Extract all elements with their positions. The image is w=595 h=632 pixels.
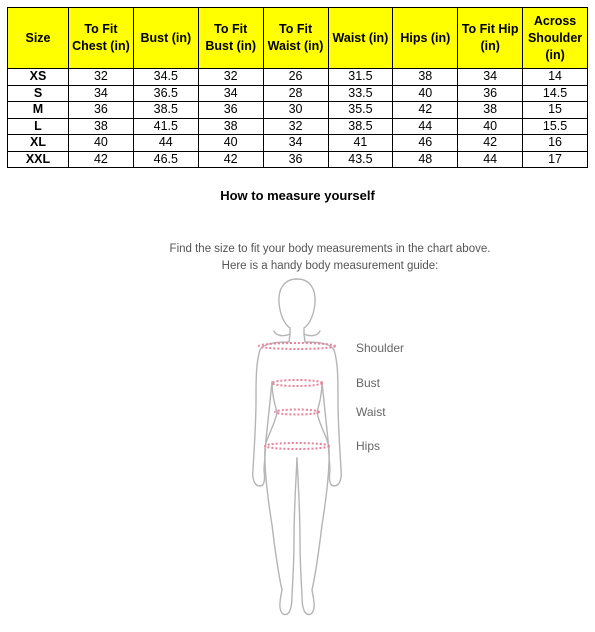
table-cell: 26 — [263, 69, 328, 86]
size-cell: S — [8, 85, 69, 102]
bust-measure-line — [272, 380, 322, 386]
header-hips: Hips (in) — [393, 8, 458, 69]
table-cell: 42 — [198, 151, 263, 168]
table-cell: 38.5 — [133, 102, 198, 119]
table-cell: 36 — [263, 151, 328, 168]
header-waist: Waist (in) — [328, 8, 393, 69]
table-cell: 28 — [263, 85, 328, 102]
table-cell: 34 — [69, 85, 134, 102]
table-cell: 14 — [523, 69, 588, 86]
guide-title: How to measure yourself — [220, 188, 375, 203]
table-cell: 44 — [393, 118, 458, 135]
hips-label: Hips — [356, 439, 381, 453]
table-row — [8, 69, 588, 86]
table-cell: 36 — [458, 85, 523, 102]
table-cell: 30 — [263, 102, 328, 119]
table-cell: 41.5 — [133, 118, 198, 135]
table-cell: 46.5 — [133, 151, 198, 168]
table-cell: 41 — [328, 135, 393, 152]
table-cell: 46 — [393, 135, 458, 152]
table-cell: 32 — [198, 69, 263, 86]
guide-line-1: Find the size to fit your body measurements in the chart above. — [169, 243, 491, 255]
size-cell: XL — [8, 135, 69, 152]
waist-measure-line — [275, 410, 319, 415]
header-bust: Bust (in) — [133, 8, 198, 69]
table-cell: 36 — [69, 102, 134, 119]
header-across-shoulder: Across Shoulder (in) — [523, 8, 588, 69]
header-to-fit-bust: To Fit Bust (in) — [198, 8, 263, 69]
table-cell: 36 — [198, 102, 263, 119]
shoulder-label: Shoulder — [356, 341, 405, 355]
table-cell: 42 — [393, 102, 458, 119]
table-cell: 14.5 — [523, 85, 588, 102]
table-cell: 42 — [69, 151, 134, 168]
table-cell: 34.5 — [133, 69, 198, 86]
table-cell: 31.5 — [328, 69, 393, 86]
guide-line-2: Here is a handy body measurement guide: — [221, 260, 439, 272]
header-to-fit-hip: To Fit Hip (in) — [458, 8, 523, 69]
table-cell: 15.5 — [523, 118, 588, 135]
waist-label: Waist — [356, 405, 386, 419]
table-cell: 38 — [458, 102, 523, 119]
table-cell: 44 — [133, 135, 198, 152]
table-cell: 33.5 — [328, 85, 393, 102]
size-chart-table — [7, 7, 588, 168]
table-row — [8, 85, 588, 102]
table-cell: 36.5 — [133, 85, 198, 102]
header-size: Size — [8, 8, 69, 69]
table-row — [8, 151, 588, 168]
table-row — [8, 118, 588, 135]
size-cell: XXL — [8, 151, 69, 168]
table-cell: 32 — [69, 69, 134, 86]
body-figure-illustration — [0, 270, 595, 632]
table-row — [8, 135, 588, 152]
shoulder-measure-line — [259, 343, 335, 349]
table-cell: 40 — [198, 135, 263, 152]
table-cell: 44 — [458, 151, 523, 168]
table-cell: 48 — [393, 151, 458, 168]
table-cell: 32 — [263, 118, 328, 135]
hips-measure-line — [265, 443, 329, 449]
table-cell: 43.5 — [328, 151, 393, 168]
table-cell: 38 — [198, 118, 263, 135]
table-cell: 38.5 — [328, 118, 393, 135]
table-cell: 38 — [393, 69, 458, 86]
size-cell: M — [8, 102, 69, 119]
header-to-fit-chest: To Fit Chest (in) — [69, 8, 134, 69]
table-cell: 15 — [523, 102, 588, 119]
table-row — [8, 102, 588, 119]
bust-label: Bust — [356, 376, 381, 390]
table-cell: 35.5 — [328, 102, 393, 119]
table-cell: 42 — [458, 135, 523, 152]
table-cell: 40 — [458, 118, 523, 135]
table-cell: 34 — [198, 85, 263, 102]
header-to-fit-waist: To Fit Waist (in) — [263, 8, 328, 69]
size-cell: XS — [8, 69, 69, 86]
table-cell: 40 — [393, 85, 458, 102]
table-cell: 40 — [69, 135, 134, 152]
table-header-row — [8, 8, 588, 69]
table-cell: 38 — [69, 118, 134, 135]
size-cell: L — [8, 118, 69, 135]
table-cell: 34 — [458, 69, 523, 86]
table-cell: 34 — [263, 135, 328, 152]
table-cell: 16 — [523, 135, 588, 152]
table-cell: 17 — [523, 151, 588, 168]
